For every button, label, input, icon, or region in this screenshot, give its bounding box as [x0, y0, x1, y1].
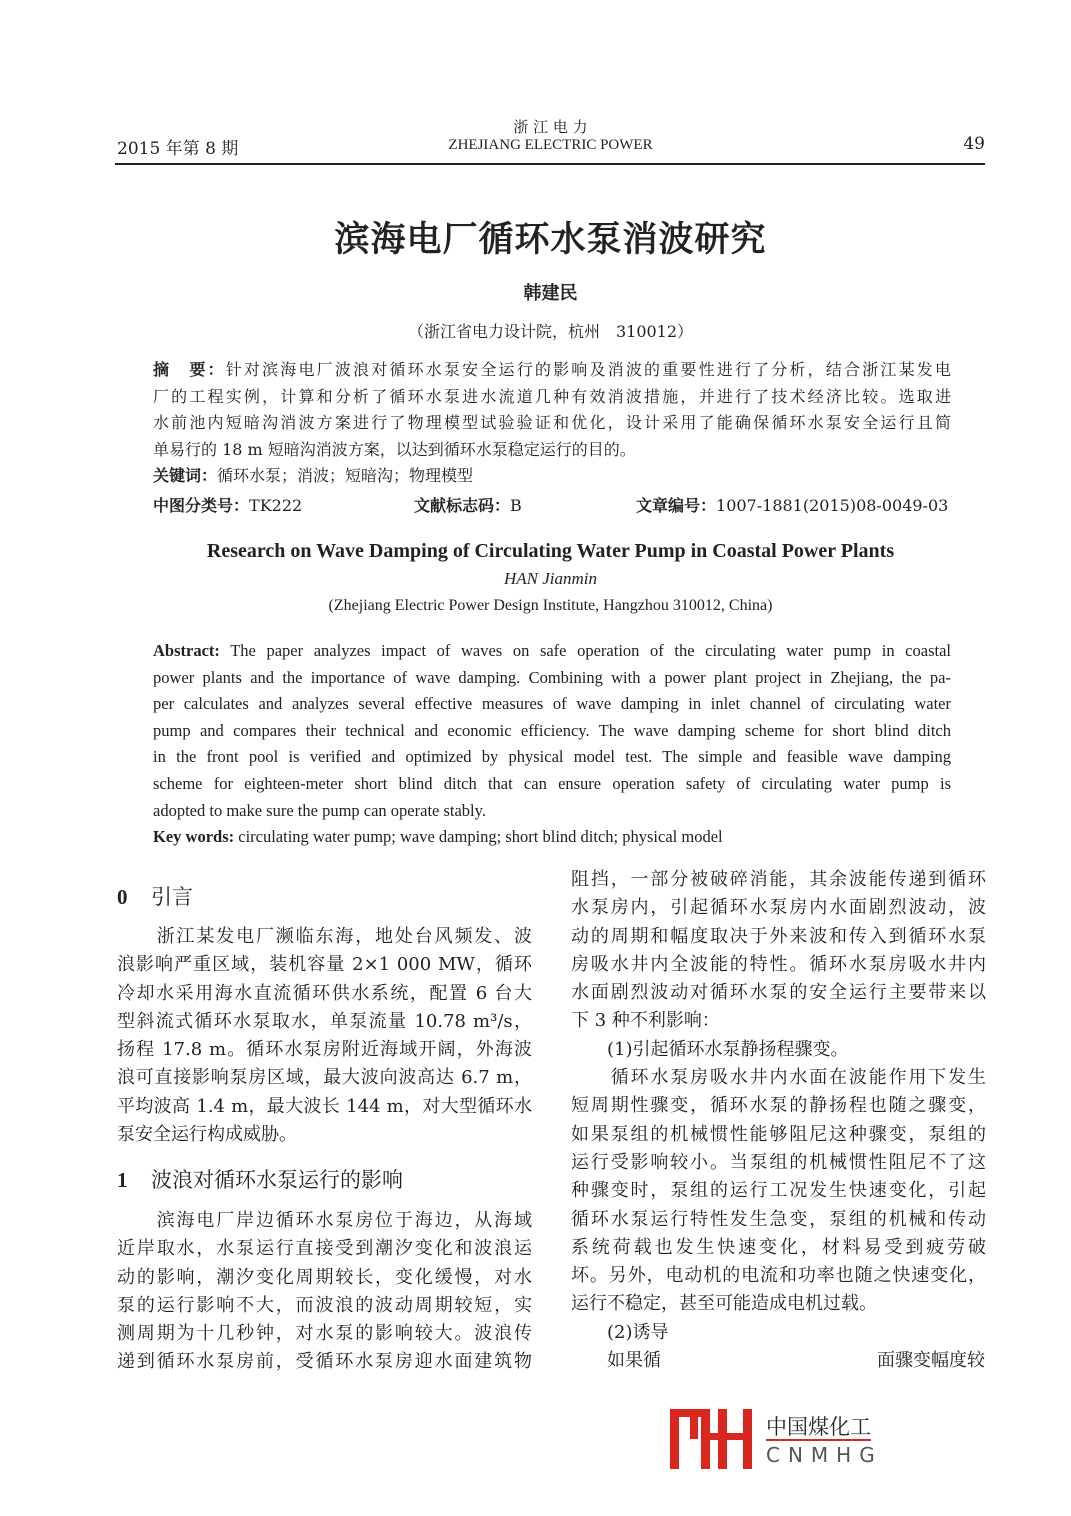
article-value: 1007-1881(2015)08-0049-03 — [716, 496, 949, 515]
body-line: 浙江某发电厂濒临东海，地处台风频发、波 — [117, 926, 532, 947]
section-title: 引言 — [151, 885, 193, 909]
body-line: 房吸水井内全波能的特性。循环水泵房吸水井内 — [571, 953, 986, 975]
paper-title-en: Research on Wave Damping of Circulating Water Pump in Coastal Power Plants — [206, 540, 895, 562]
abstract-line: 针对滨海电厂波浪对循环水泵安全运行的影响及消波的重要性进行了分析，结合浙江某发电 — [225, 360, 951, 379]
abstract-line: pump and compares their technical and economic efficiency. The wave damping scheme for short blind ditch — [153, 720, 951, 740]
logo-mark-icon — [668, 1407, 758, 1473]
section-heading-1 — [117, 1164, 403, 1194]
abstract-line: in the front pool is verified and optimized by physical model test. The simple and feasible wave damping — [153, 747, 951, 767]
page-number: 49 — [963, 134, 985, 154]
body-line: 水泵房内，引起循环水泵房内水面剧烈波动，波 — [571, 897, 986, 919]
list-item-1: (1)引起循环水泵静扬程骤变。 — [571, 1038, 849, 1060]
abstract-en-label: Abstract: — [153, 641, 220, 660]
abstract-line: 单易行的 18 m 短暗沟消波方案，以达到循环水泵稳定运行的目的。 — [153, 439, 636, 459]
section-1-body — [117, 1207, 532, 1377]
section-number: 0 — [117, 885, 128, 909]
watermark-logo — [668, 1405, 883, 1473]
body-line: 运行不稳定，甚至可能造成电机过载。 — [571, 1293, 877, 1315]
abstract-en — [153, 638, 951, 851]
body-line: 扬程 17.8 m。循环水泵房附近海域开阔，外海波 — [117, 1039, 532, 1061]
body-line: 运行受影响较小。当泵组的机械惯性阻尼不了这 — [571, 1151, 986, 1173]
abstract-line: per calculates and analyzes several effective measures of wave damping in inlet channel of circulating water — [153, 694, 951, 714]
issue-label: 2015 年第 8 期 — [117, 139, 239, 159]
body-line: 浪影响严重区域，装机容量 2×1 000 MW，循环 — [117, 954, 532, 976]
affiliation: （浙江省电力设计院，杭州 310012） — [407, 322, 694, 341]
body-line: 循环水泵运行特性发生急变，泵组的机械和传动 — [571, 1208, 986, 1230]
section-title: 波浪对循环水泵运行的影响 — [151, 1168, 403, 1192]
body-line: 滨海电厂岸边循环水泵房位于海边，从海域 — [117, 1210, 532, 1231]
body-line: 冷却水采用海水直流循环供水系统，配置 6 台大 — [117, 982, 532, 1004]
logo-text-cn: 中国煤化工 — [766, 1415, 871, 1439]
keywords-en-label: Key words: — [153, 827, 235, 847]
section-number: 1 — [117, 1168, 128, 1192]
clc-number — [153, 493, 302, 516]
doc-value: B — [510, 496, 522, 515]
body-line: 测周期为十几秒钟，对水泵的影响较大。波浪传 — [117, 1323, 532, 1345]
abstract-line: The paper analyzes impact of waves on safe operation of the circulating water pump in coastal — [219, 641, 951, 660]
keywords-en: circulating water pump; wave damping; short blind ditch; physical model — [234, 827, 723, 847]
body-line: 递到循环水泵房前，受循环水泵房迎水面建筑物 — [117, 1351, 532, 1373]
abstract-line: power plants and the importance of wave damping. Combining with a power plant project in Zhejiang, the pa- — [153, 667, 951, 687]
affiliation-en: (Zhejiang Electric Power Design Institute, Hangzhou 310012, China) — [328, 597, 773, 614]
body-line: 短周期性骤变，循环水泵的静扬程也随之骤变， — [571, 1095, 986, 1117]
logo-divider — [766, 1439, 871, 1441]
clc-label: 中图分类号： — [153, 496, 250, 515]
paper-title: 滨海电厂循环水泵消波研究 — [334, 219, 767, 260]
abstract-label: 摘 要： — [153, 360, 226, 379]
body-line: 坏。另外，电动机的电流和功率也随之快速变化， — [571, 1265, 986, 1287]
journal-name-en: ZHEJIANG ELECTRIC POWER — [448, 137, 653, 153]
section-heading-0 — [117, 881, 193, 911]
body-line: 近岸取水，水泵运行直接受到潮汐变化和波浪运 — [117, 1238, 532, 1260]
body-line: 浪可直接影响泵房区域，最大波向波高达 6.7 m， — [117, 1067, 532, 1089]
body-line: 循环水泵房吸水井内水面在波能作用下发生 — [571, 1067, 986, 1089]
body-line: 种骤变时，泵组的运行工况发生快速变化，引起 — [571, 1180, 986, 1202]
body-line: 动的周期和幅度取决于外来波和传入到循环水泵 — [571, 925, 986, 947]
section-0-body — [117, 923, 532, 1149]
body-line: 泵的运行影响不大，而波浪的波动周期较短，实 — [117, 1294, 532, 1316]
body-line: 系统荷载也发生快速变化，材料易受到疲劳破 — [571, 1236, 986, 1258]
body-line: 阻挡，一部分被破碎消能，其余波能传递到循环 — [571, 869, 986, 890]
article-label: 文章编号： — [636, 496, 717, 515]
body-line: 动的影响，潮汐变化周期较长，变化缓慢，对水 — [117, 1266, 532, 1288]
abstract-line: 水前池内短暗沟消波方案进行了物理模型试验验证和优化，设计采用了能确保循环水泵安全运行且简 — [153, 413, 951, 432]
body-line: 如果泵组的机械惯性能够阻尼这种骤变，泵组的 — [571, 1123, 986, 1145]
author-en: HAN Jianmin — [503, 569, 598, 588]
article-number — [636, 493, 948, 516]
abstract-line: scheme for eighteen-meter short blind ditch that can ensure operation safety of circulating water pump is — [153, 773, 951, 793]
body-line: 泵安全运行构成威胁。 — [117, 1124, 297, 1146]
clc-value: TK222 — [249, 496, 303, 515]
body-line: 平均波高 1.4 m，最大波长 144 m，对大型循环水 — [117, 1095, 532, 1117]
body-line: 水面剧烈波动对循环水泵的安全运行主要带来以 — [571, 982, 986, 1004]
body-line: 型斜流式循环水泵取水，单泵流量 10.78 m³/s， — [117, 1010, 532, 1032]
document-code — [414, 493, 522, 516]
body-line: 下 3 种不利影响： — [571, 1010, 720, 1032]
abstract-line: adopted to make sure the pump can operate stably. — [153, 800, 486, 820]
abstract-line: 厂的工程实例，计算和分析了循环水泵进水流道几种有效消波措施，并进行了技术经济比较。选取进 — [153, 386, 951, 406]
list-item-2: (2)诱导 — [571, 1321, 669, 1343]
logo-text-en: CNMHG — [766, 1443, 883, 1467]
header-rule — [115, 163, 985, 165]
right-column-body — [571, 866, 986, 1375]
body-line: 如果循 面骤变幅度较 — [571, 1350, 985, 1372]
keywords-label: 关键词： — [153, 466, 218, 485]
doc-label: 文献标志码： — [414, 496, 511, 515]
keywords: 循环水泵；消波；短暗沟；物理模型 — [217, 466, 474, 485]
author: 韩建民 — [523, 283, 578, 304]
journal-name-cn: 浙 江 电 力 — [513, 118, 588, 136]
abstract-cn — [153, 357, 951, 490]
